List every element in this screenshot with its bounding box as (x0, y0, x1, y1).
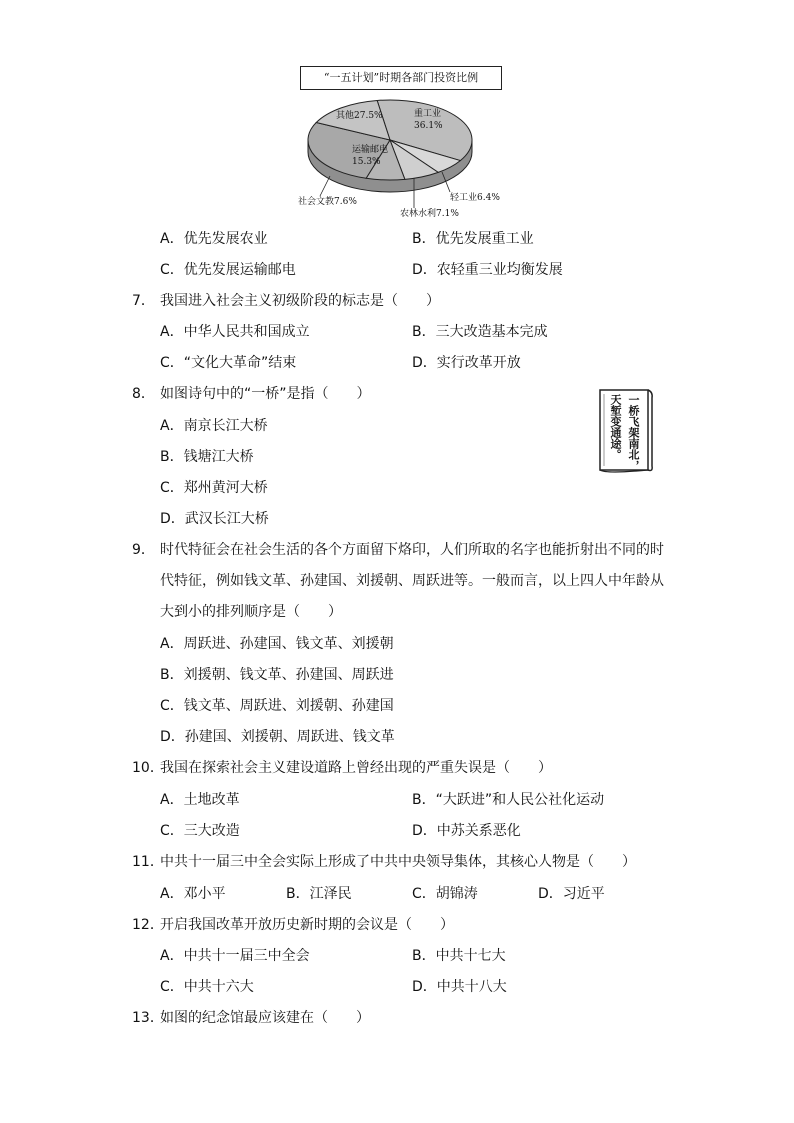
q8-option-d[interactable]: D．武汉长江大桥 (160, 511, 269, 527)
question-stem: 如图诗句中的“一桥”是指（ ） (160, 386, 371, 402)
q7-option-b[interactable]: B．三大改造基本完成 (412, 324, 548, 340)
q8-option-b[interactable]: B．钱塘江大桥 (160, 449, 254, 465)
question-stem-line-3: 大到小的排列顺序是（ ） (160, 604, 342, 620)
question-number: 8． (132, 386, 155, 402)
q6-option-a[interactable]: A．优先发展农业 (160, 231, 268, 247)
pie-label-light-industry: 轻工业6.4% (450, 193, 500, 203)
pie-value-transport: 15.3% (352, 157, 381, 167)
pie-label-culture: 社会文教7.6% (298, 197, 357, 207)
q7-option-d[interactable]: D．实行改革开放 (412, 355, 521, 371)
question-number: 11． (132, 854, 164, 870)
q9-option-b[interactable]: B．刘援朝、钱文革、孙建国、周跃进 (160, 667, 394, 683)
pie-label-transport: 运输邮电 (352, 145, 389, 155)
q8-option-c[interactable]: C．郑州黄河大桥 (160, 480, 268, 496)
q6-option-d[interactable]: D．农轻重三业均衡发展 (412, 262, 563, 278)
pie-chart (290, 92, 510, 222)
q7-option-a[interactable]: A．中华人民共和国成立 (160, 324, 310, 340)
q9-option-c[interactable]: C．钱文革、周跃进、刘援朝、孙建国 (160, 698, 394, 714)
question-number: 13． (132, 1010, 164, 1026)
poem-line-2: 天堑变通途。 (609, 394, 622, 460)
q6-option-c[interactable]: C．优先发展运输邮电 (160, 262, 296, 278)
question-stem: 开启我国改革开放历史新时期的会议是（ ） (160, 917, 454, 933)
question-number: 10． (132, 760, 164, 776)
question-stem: 我国进入社会主义初级阶段的标志是（ ） (160, 293, 440, 309)
q9-option-d[interactable]: D．孙建国、刘援朝、周跃进、钱文革 (160, 729, 395, 745)
question-number: 7． (132, 293, 155, 309)
q12-option-d[interactable]: D．中共十八大 (412, 979, 507, 995)
pie-label-other: 其他27.5% (336, 111, 383, 121)
q9-option-a[interactable]: A．周跃进、孙建国、钱文革、刘援朝 (160, 636, 394, 652)
q12-option-b[interactable]: B．中共十七大 (412, 948, 506, 964)
q10-option-d[interactable]: D．中苏关系恶化 (412, 823, 521, 839)
question-stem-line-2: 代特征，例如钱文革、孙建国、刘援朝、周跃进等。一般而言，以上四人中年龄从 (160, 573, 664, 589)
question-stem: 我国在探索社会主义建设道路上曾经出现的严重失误是（ ） (160, 760, 552, 776)
q12-option-c[interactable]: C．中共十六大 (160, 979, 254, 995)
leader-line-culture (320, 176, 330, 196)
question-stem: 中共十一届三中全会实际上形成了中共中央领导集体，其核心人物是（ ） (160, 854, 636, 870)
poem-scroll-image (596, 386, 654, 476)
chart-title: “一五计划”时期各部门投资比例 (300, 66, 502, 90)
q11-option-a[interactable]: A．邓小平 (160, 886, 226, 902)
q11-option-d[interactable]: D．习近平 (538, 886, 605, 902)
q10-option-a[interactable]: A．土地改革 (160, 792, 240, 808)
question-number: 12． (132, 917, 164, 933)
q11-option-b[interactable]: B．江泽民 (286, 886, 352, 902)
question-number: 9． (132, 542, 155, 558)
question-stem-line-1: 时代特征会在社会生活的各个方面留下烙印，人们所取的名字也能折射出不同的时 (160, 542, 664, 558)
q6-option-b[interactable]: B．优先发展重工业 (412, 231, 534, 247)
q12-option-a[interactable]: A．中共十一届三中全会 (160, 948, 310, 964)
q11-option-c[interactable]: C．胡锦涛 (412, 886, 478, 902)
pie-value-heavy-industry: 36.1% (414, 121, 443, 131)
q8-option-a[interactable]: A．南京长江大桥 (160, 418, 268, 434)
q10-option-b[interactable]: B．“大跃进”和人民公社化运动 (412, 792, 605, 808)
pie-label-agriculture: 农林水利7.1% (400, 209, 459, 219)
q10-option-c[interactable]: C．三大改造 (160, 823, 240, 839)
poem-line-1: 一桥飞架南北， (627, 394, 640, 471)
question-stem: 如图的纪念馆最应该建在（ ） (160, 1010, 370, 1026)
q7-option-c[interactable]: C．“文化大革命”结束 (160, 355, 297, 371)
pie-label-heavy-industry: 重工业 (414, 109, 442, 119)
